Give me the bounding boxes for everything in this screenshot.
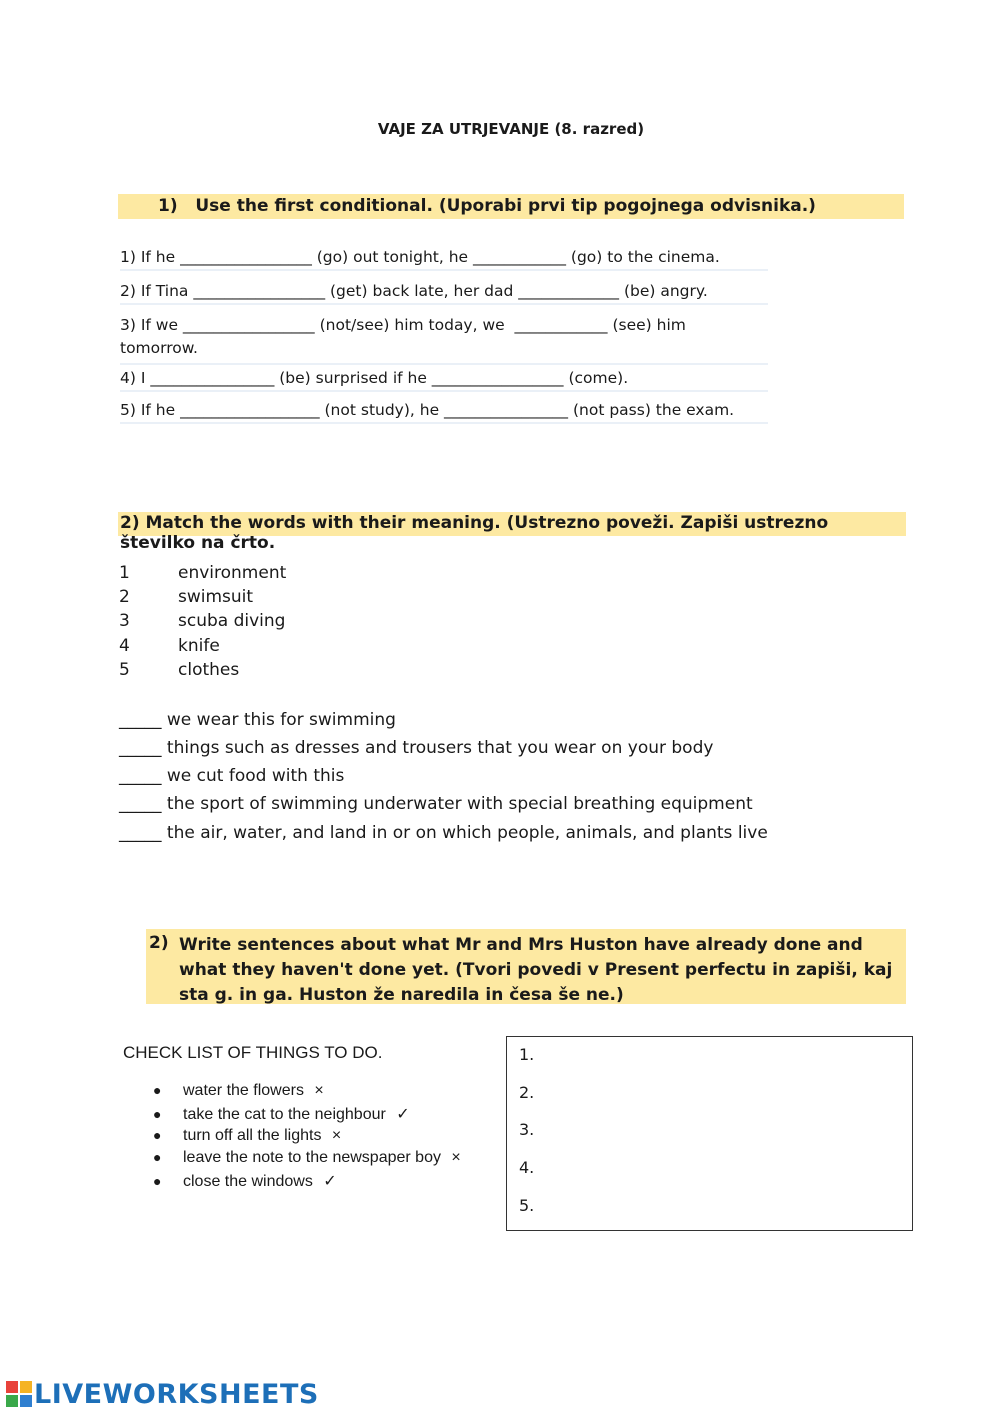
word-number: 4 — [119, 636, 130, 656]
definition-2: _____ things such as dresses and trousers that you wear on your body — [119, 738, 714, 758]
word-text: knife — [178, 636, 220, 656]
answer-line-2[interactable]: 2. — [519, 1083, 535, 1102]
checklist-task: take the cat to the neighbour — [183, 1106, 386, 1123]
bullet-icon: ● — [153, 1149, 162, 1165]
section1-heading-text: 1) Use the first conditional. (Uporabi prvi tip pogojnega odvisnika.) — [158, 196, 816, 216]
cross-icon: × — [331, 1127, 342, 1144]
word-item — [119, 660, 239, 680]
conditional-sentence-1: 1) If he _________________ (go) out tonight, he ____________ (go) to the cinema. — [120, 248, 768, 271]
section1-heading — [118, 194, 904, 219]
checklist-task: turn off all the lights — [183, 1127, 322, 1144]
checklist-item — [153, 1149, 461, 1167]
checklist-item — [153, 1171, 337, 1191]
word-text: swimsuit — [178, 587, 254, 607]
definition-3: _____ we cut food with this — [119, 766, 345, 786]
definition-5: _____ the air, water, and land in or on which people, animals, and plants live — [119, 823, 768, 843]
word-text: clothes — [178, 660, 240, 680]
cross-icon: × — [314, 1082, 324, 1099]
conditional-sentence-3: 3) If we _________________ (not/see) him today, we ____________ (see) him tomorrow. — [120, 314, 768, 365]
check-icon: ✓ — [396, 1106, 410, 1123]
answer-line-1[interactable]: 1. — [519, 1045, 535, 1064]
page-title: VAJE ZA UTRJEVANJE (8. razred) — [377, 120, 645, 138]
logo-icon — [6, 1381, 32, 1407]
bullet-icon: ● — [153, 1082, 162, 1098]
cross-icon: × — [451, 1149, 461, 1166]
conditional-sentence-2: 2) If Tina _________________ (get) back late, her dad _____________ (be) angry. — [120, 282, 768, 305]
section3-number: 2) — [149, 933, 169, 953]
conditional-sentence-5: 5) If he __________________ (not study), he ________________ (not pass) the exam. — [120, 401, 768, 424]
bullet-icon: ● — [153, 1106, 162, 1122]
section3-heading — [146, 929, 906, 1004]
checklist-item — [153, 1104, 410, 1124]
checklist-item — [153, 1082, 324, 1100]
checklist-title: CHECK LIST OF THINGS TO DO. — [123, 1043, 383, 1062]
checklist-task: leave the note to the newspaper boy — [183, 1149, 441, 1166]
check-icon: ✓ — [323, 1173, 337, 1190]
word-number: 5 — [119, 660, 130, 680]
word-number: 1 — [119, 563, 130, 583]
word-text: scuba diving — [178, 611, 286, 631]
word-item — [119, 636, 220, 656]
word-number: 2 — [119, 587, 130, 607]
conditional-sentence-4: 4) I ________________ (be) surprised if he _________________ (come). — [120, 369, 768, 392]
checklist-task: water the flowers — [183, 1082, 304, 1099]
definition-1: _____ we wear this for swimming — [119, 710, 396, 730]
section3-heading-text: Write sentences about what Mr and Mrs Huston have already done and what they haven't done yet. (Tvori povedi v Present perfectu in zapiši, kaj sta g. in ga. Huston že naredila in česa še ne.) — [179, 935, 893, 1005]
answer-line-3[interactable]: 3. — [519, 1120, 535, 1139]
word-item — [119, 587, 253, 607]
word-item — [119, 611, 285, 631]
word-text: environment — [178, 563, 287, 583]
word-number: 3 — [119, 611, 130, 631]
definition-4: _____ the sport of swimming underwater with special breathing equipment — [119, 794, 753, 814]
checklist-task: close the windows — [183, 1173, 313, 1190]
section2-heading-text: 2) Match the words with their meaning. (Ustrezno poveži. Zapiši ustrezno številko na črto. — [120, 513, 829, 553]
checklist-item — [153, 1127, 341, 1145]
logo-text: LIVEWORKSHEETS — [34, 1379, 319, 1410]
section2-heading — [118, 512, 906, 553]
answer-line-5[interactable]: 5. — [519, 1196, 535, 1215]
bullet-icon: ● — [153, 1173, 162, 1189]
bullet-icon: ● — [153, 1127, 162, 1143]
answer-box[interactable] — [506, 1036, 913, 1231]
answer-line-4[interactable]: 4. — [519, 1158, 535, 1177]
word-item — [119, 563, 286, 583]
